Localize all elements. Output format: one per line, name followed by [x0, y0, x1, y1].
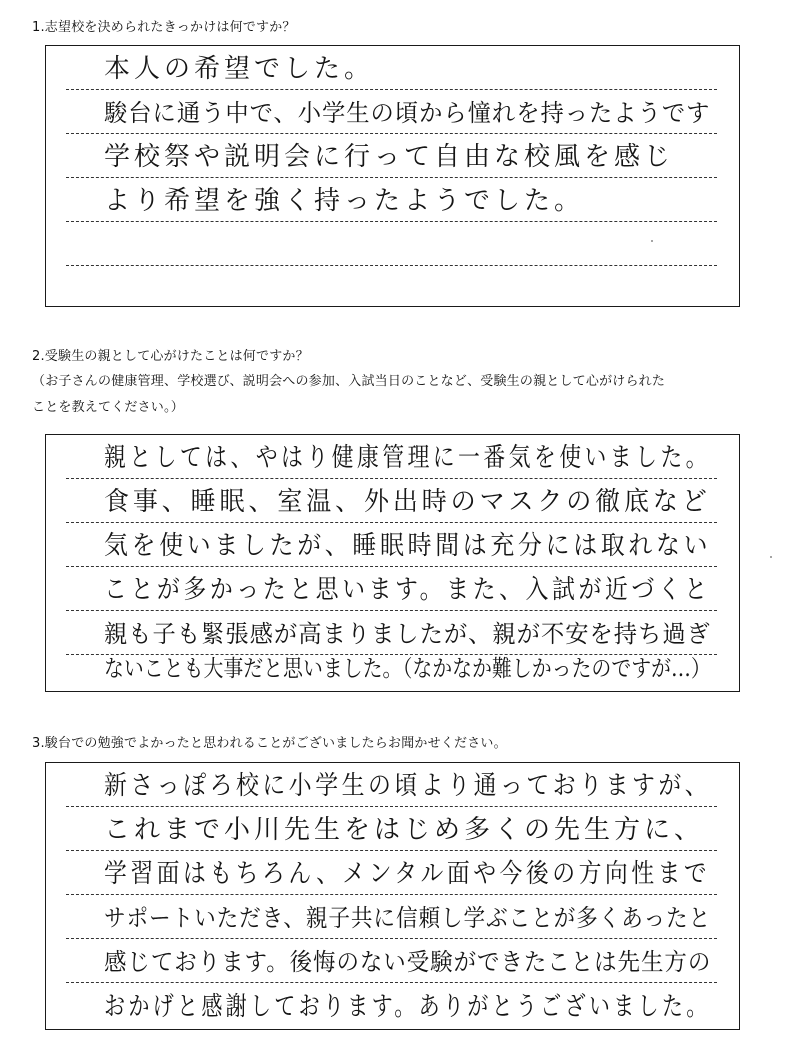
scan-speck: [770, 556, 772, 558]
answer-line: [66, 983, 717, 1027]
handwritten-text: 新さっぽろ校に小学生の頃より通っておりますが、: [104, 771, 712, 801]
answer-line: [66, 851, 717, 895]
answer-line: [66, 895, 717, 939]
handwritten-text: これまで小川先生をはじめ多くの先生方に、: [104, 815, 705, 845]
answer-line: [66, 479, 717, 523]
handwritten-text: 駿台に通う中で、小学生の頃から憧れを持ったようです: [104, 99, 711, 127]
answer-line: [66, 178, 717, 222]
answer-box-2: [45, 434, 740, 692]
handwritten-text: ないことも大事だと思いました。（なかなか難しかったのですが…）: [104, 656, 711, 682]
handwritten-text: より希望を強く持ったようでした。: [104, 186, 585, 216]
question-2-label: 2.受験生の親として心がけたことは何ですか？: [32, 349, 309, 364]
answer-line: [66, 939, 717, 983]
answer-line: [66, 647, 717, 689]
question-3-label: 3.駿台での勉強でよかったと思われることがございましたらお聞かせください。: [32, 736, 507, 751]
answer-line: [66, 763, 717, 807]
answer-line: [66, 807, 717, 851]
answer-box-1: [45, 45, 740, 307]
handwritten-text: 親も子も緊張感が高まりましたが、親が不安を持ち過ぎ: [104, 620, 711, 648]
handwritten-text: 本人の希望でした。: [104, 54, 375, 84]
answer-box-3: [45, 762, 740, 1030]
handwritten-text: おかげと感謝しております。ありがとうございました。: [104, 992, 711, 1022]
handwritten-text: 感じております。後悔のない受験ができたことは先生方の: [104, 948, 712, 976]
question-1-label: 1.志望校を決められたきっかけは何ですか？: [32, 20, 296, 35]
handwritten-text: ことが多かったと思います。また、入試が近づくと: [104, 575, 711, 605]
handwritten-text: 親としては、やはり健康管理に一番気を使いました。: [104, 443, 711, 473]
handwritten-text: 学習面はもちろん、メンタル面や今後の方向性まで: [104, 859, 711, 889]
answer-line: [66, 523, 717, 567]
question-2-note-line-2: ことを教えてください。）: [32, 400, 184, 415]
handwritten-text: 気を使いましたが、睡眠時間は充分には取れない: [104, 531, 712, 561]
answer-line: [66, 134, 717, 178]
handwritten-text: 食事、睡眠、室温、外出時のマスクの徹底など: [104, 487, 711, 517]
scan-speck: [651, 240, 653, 242]
question-2-note-line-1: （お子さんの健康管理、学校選び、説明会への参加、入試当日のことなど、受験生の親として心がけられた: [32, 374, 666, 389]
answer-line: [66, 46, 717, 90]
answer-line: [66, 90, 717, 134]
handwritten-text: サポートいただき、親子共に信頼し学ぶことが多くあったと: [104, 904, 712, 932]
handwritten-text: 学校祭や説明会に行って自由な校風を感じ: [104, 142, 675, 172]
answer-line: [66, 435, 717, 479]
answer-line: [66, 222, 717, 266]
answer-line: [66, 567, 717, 611]
